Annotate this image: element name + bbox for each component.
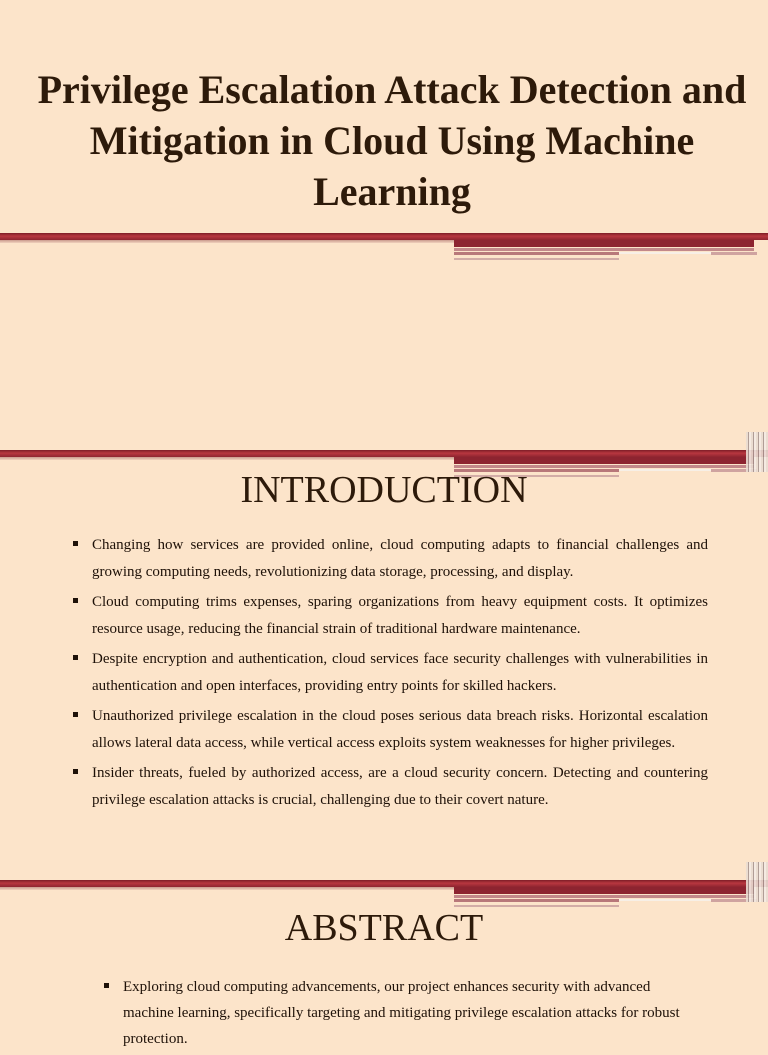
introduction-heading: INTRODUCTION (240, 469, 528, 511)
abstract-list (123, 974, 699, 1055)
list-item: Unauthorized privilege escalation in the cloud poses serious data breach risks. Horizontal escalation allows lateral data access, while vertical access exploits system weaknesses for higher privileges. (92, 703, 708, 757)
bullet-square-icon (73, 541, 78, 546)
introduction-list (92, 532, 708, 817)
list-item: Despite encryption and authentication, cloud services face security challenges with vulnerabilities in authentication and open interfaces, providing entry points for skilled hackers. (92, 646, 708, 700)
abstract-heading: ABSTRACT (284, 907, 484, 949)
bullet-square-icon (73, 769, 78, 774)
bullet-square-icon (73, 712, 78, 717)
list-item: Cloud computing trims expenses, sparing organizations from heavy equipment costs. It optimizes resource usage, reducing the financial strain of traditional hardware maintenance. (92, 589, 708, 643)
page-title: Privilege Escalation Attack Detection and Mitigation in Cloud Using Machine Learning (37, 67, 747, 214)
bullet-square-icon (104, 983, 109, 988)
list-item: Exploring cloud computing advancements, our project enhances security with advanced machine learning, specifically targeting and mitigating privilege escalation attacks for robust protection. (123, 974, 699, 1052)
bullet-square-icon (73, 655, 78, 660)
bullet-square-icon (73, 598, 78, 603)
list-item: Changing how services are provided online, cloud computing adapts to financial challenges and growing computing needs, revolutionizing data storage, processing, and display. (92, 532, 708, 586)
list-item: Insider threats, fueled by authorized access, are a cloud security concern. Detecting and countering privilege escalation attacks is crucial, challenging due to their covert nature. (92, 760, 708, 814)
title-divider (0, 233, 768, 273)
